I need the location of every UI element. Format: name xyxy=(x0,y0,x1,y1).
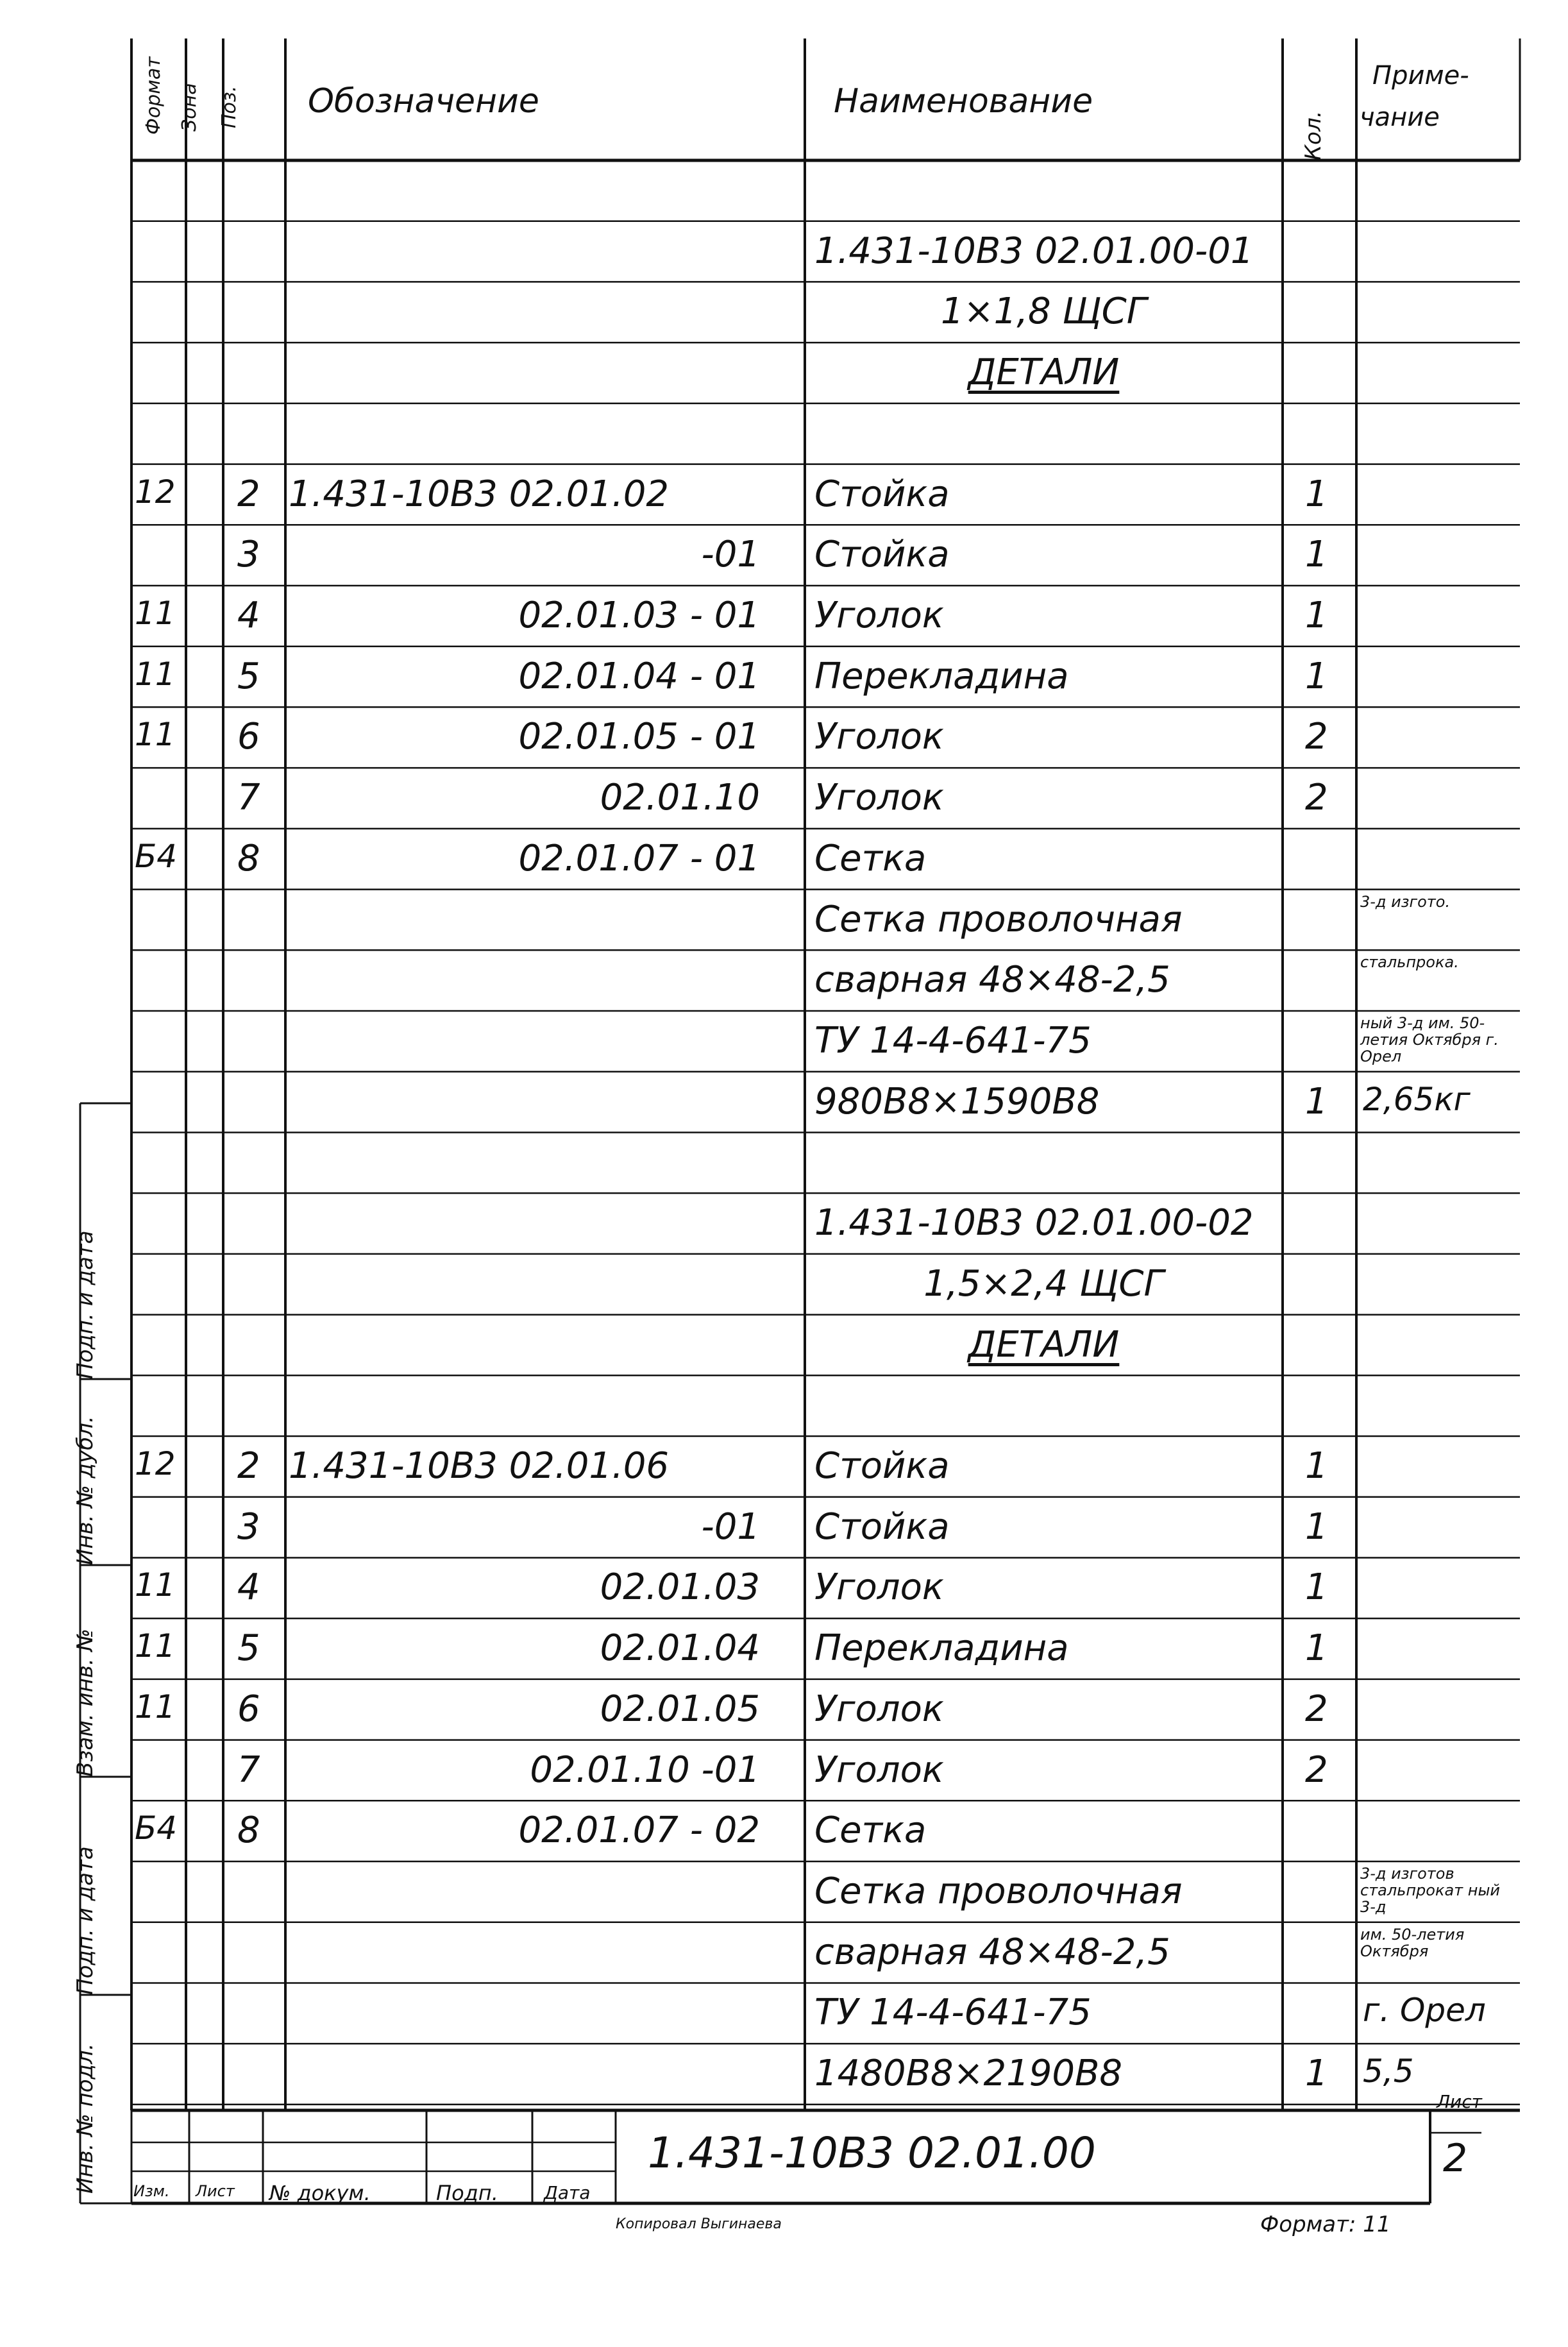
cell-format: 11 xyxy=(135,1566,176,1604)
header-format: Формат xyxy=(142,56,165,135)
cell-format: 12 xyxy=(135,473,176,511)
cell-designation: -01 xyxy=(701,1505,760,1548)
cell-name: сварная 48×48-2,5 xyxy=(814,1931,1170,1973)
cell-position: 8 xyxy=(237,837,260,879)
cell-position: 5 xyxy=(237,1627,260,1670)
cell-name: Сетка проволочная xyxy=(814,898,1183,940)
cell-position: 7 xyxy=(237,1749,260,1791)
title-sheet-number: 2 xyxy=(1443,2136,1468,2181)
title-col-doc: № докум. xyxy=(269,2181,371,2205)
cell-quantity: 1 xyxy=(1305,1445,1328,1487)
cell-format: 11 xyxy=(135,1688,176,1725)
title-col-list: Лист xyxy=(196,2182,235,2200)
cell-position: 6 xyxy=(237,716,260,758)
cell-designation: 02.01.05 - 01 xyxy=(518,716,760,758)
cell-name: Стойка xyxy=(814,534,950,576)
cell-name: ТУ 14-4-641-75 xyxy=(814,1992,1092,2034)
title-sheet-label: Лист xyxy=(1437,2091,1482,2112)
cell-position: 4 xyxy=(237,1566,260,1609)
cell-designation: 02.01.04 - 01 xyxy=(518,655,760,697)
cell-quantity: 2 xyxy=(1305,716,1328,758)
cell-format: Б4 xyxy=(135,1809,178,1847)
cell-name: 1.431-10В3 02.01.00-02 xyxy=(814,1202,1254,1244)
cell-name: Уголок xyxy=(814,716,944,758)
header-note-line2: чание xyxy=(1360,103,1440,132)
cell-note: 2,65кг xyxy=(1363,1080,1471,1118)
cell-position: 7 xyxy=(237,777,260,819)
cell-position: 6 xyxy=(237,1688,260,1730)
header-qty: Кол. xyxy=(1301,110,1326,160)
cell-quantity: 1 xyxy=(1305,1566,1328,1609)
cell-designation: 02.01.10 xyxy=(600,777,760,819)
side-label-podp-data-1: Подп. и дата xyxy=(72,1846,98,1995)
cell-name: 1,5×2,4 ЩСГ xyxy=(923,1262,1164,1305)
header-pos: Поз. xyxy=(218,85,240,128)
cell-position: 8 xyxy=(237,1809,260,1852)
cell-name: Перекладина xyxy=(814,655,1069,697)
cell-quantity: 1 xyxy=(1305,1505,1328,1548)
cell-note: 5,5 xyxy=(1363,2053,1414,2090)
cell-name: Стойка xyxy=(814,1505,950,1548)
cell-name: 980В8×1590В8 xyxy=(814,1080,1100,1123)
cell-name: ДЕТАЛИ xyxy=(968,352,1120,394)
cell-position: 2 xyxy=(237,473,260,515)
side-label-inv-dubl: Инв. № дубл. xyxy=(72,1416,98,1565)
cell-designation: 02.01.03 xyxy=(600,1566,760,1609)
cell-name: Перекладина xyxy=(814,1627,1069,1670)
cell-position: 2 xyxy=(237,1445,260,1487)
cell-name: 1480В8×2190В8 xyxy=(814,2053,1123,2095)
cell-name: 1.431-10В3 02.01.00-01 xyxy=(814,230,1254,272)
cell-position: 5 xyxy=(237,655,260,697)
cell-format: 11 xyxy=(135,655,176,693)
cell-position: 3 xyxy=(237,534,260,576)
cell-name: Сетка xyxy=(814,1809,927,1852)
cell-quantity: 1 xyxy=(1305,1627,1328,1670)
cell-note: 3-д изготов стальпрокат ный 3-д xyxy=(1360,1865,1501,1917)
side-label-podp-data-2: Подп. и дата xyxy=(72,1230,98,1379)
side-label-vzam-inv: Взам. инв. № xyxy=(72,1629,98,1777)
cell-name: ДЕТАЛИ xyxy=(968,1323,1120,1366)
side-label-inv-podl: Инв. № подл. xyxy=(72,2043,98,2194)
cell-designation: 1.431-10В3 02.01.06 xyxy=(289,1445,670,1487)
cell-designation: 02.01.10 -01 xyxy=(530,1749,760,1791)
header-note-line1: Приме- xyxy=(1372,61,1469,90)
cell-format: Б4 xyxy=(135,837,178,875)
footer-copied: Копировал Выгинаева xyxy=(616,2216,782,2232)
footer-format: Формат: 11 xyxy=(1260,2212,1391,2237)
cell-quantity: 1 xyxy=(1305,2053,1328,2095)
cell-format: 11 xyxy=(135,595,176,632)
cell-note: ный 3-д им. 50-летия Октября г. Орел xyxy=(1360,1014,1499,1065)
cell-quantity: 1 xyxy=(1305,473,1328,515)
cell-designation: 02.01.07 - 02 xyxy=(518,1809,760,1852)
cell-quantity: 2 xyxy=(1305,1749,1328,1791)
cell-name: Сетка xyxy=(814,837,927,879)
cell-name: Сетка проволочная xyxy=(814,1870,1183,1913)
cell-name: сварная 48×48-2,5 xyxy=(814,959,1170,1001)
cell-name: ТУ 14-4-641-75 xyxy=(814,1020,1092,1062)
cell-designation: 1.431-10В3 02.01.02 xyxy=(289,473,670,515)
header-name: Наименование xyxy=(834,82,1093,121)
cell-name: Уголок xyxy=(814,1566,944,1609)
cell-quantity: 2 xyxy=(1305,1688,1328,1730)
cell-format: 11 xyxy=(135,716,176,754)
cell-designation: 02.01.04 xyxy=(600,1627,760,1670)
cell-note: 3-д изгото. xyxy=(1360,892,1451,911)
cell-note: им. 50-летия Октября xyxy=(1360,1925,1465,1960)
cell-position: 3 xyxy=(237,1505,260,1548)
cell-name: 1×1,8 ЩСГ xyxy=(941,291,1147,333)
title-col-date: Дата xyxy=(544,2182,591,2203)
cell-designation: 02.01.05 xyxy=(600,1688,760,1730)
cell-quantity: 1 xyxy=(1305,1080,1328,1123)
cell-designation: -01 xyxy=(701,534,760,576)
cell-name: Уголок xyxy=(814,1688,944,1730)
title-col-izm: Изм. xyxy=(133,2182,170,2200)
cell-name: Уголок xyxy=(814,1749,944,1791)
cell-quantity: 1 xyxy=(1305,655,1328,697)
cell-designation: 02.01.07 - 01 xyxy=(518,837,760,879)
cell-name: Уголок xyxy=(814,595,944,636)
cell-quantity: 1 xyxy=(1305,595,1328,636)
cell-name: Стойка xyxy=(814,1445,950,1487)
cell-format: 12 xyxy=(135,1445,176,1482)
cell-quantity: 1 xyxy=(1305,534,1328,576)
cell-name: Стойка xyxy=(814,473,950,515)
cell-designation: 02.01.03 - 01 xyxy=(518,595,760,636)
header-designation: Обозначение xyxy=(308,82,539,121)
cell-note: г. Орел xyxy=(1363,1992,1486,2029)
cell-position: 4 xyxy=(237,595,260,636)
header-zone: Зона xyxy=(178,83,201,131)
cell-name: Уголок xyxy=(814,777,944,819)
cell-note: стальпрока. xyxy=(1360,953,1459,972)
cell-format: 11 xyxy=(135,1627,176,1665)
cell-quantity: 2 xyxy=(1305,777,1328,819)
title-doc-number: 1.431-10В3 02.01.00 xyxy=(648,2128,1096,2178)
title-col-sign: Подп. xyxy=(436,2181,498,2205)
